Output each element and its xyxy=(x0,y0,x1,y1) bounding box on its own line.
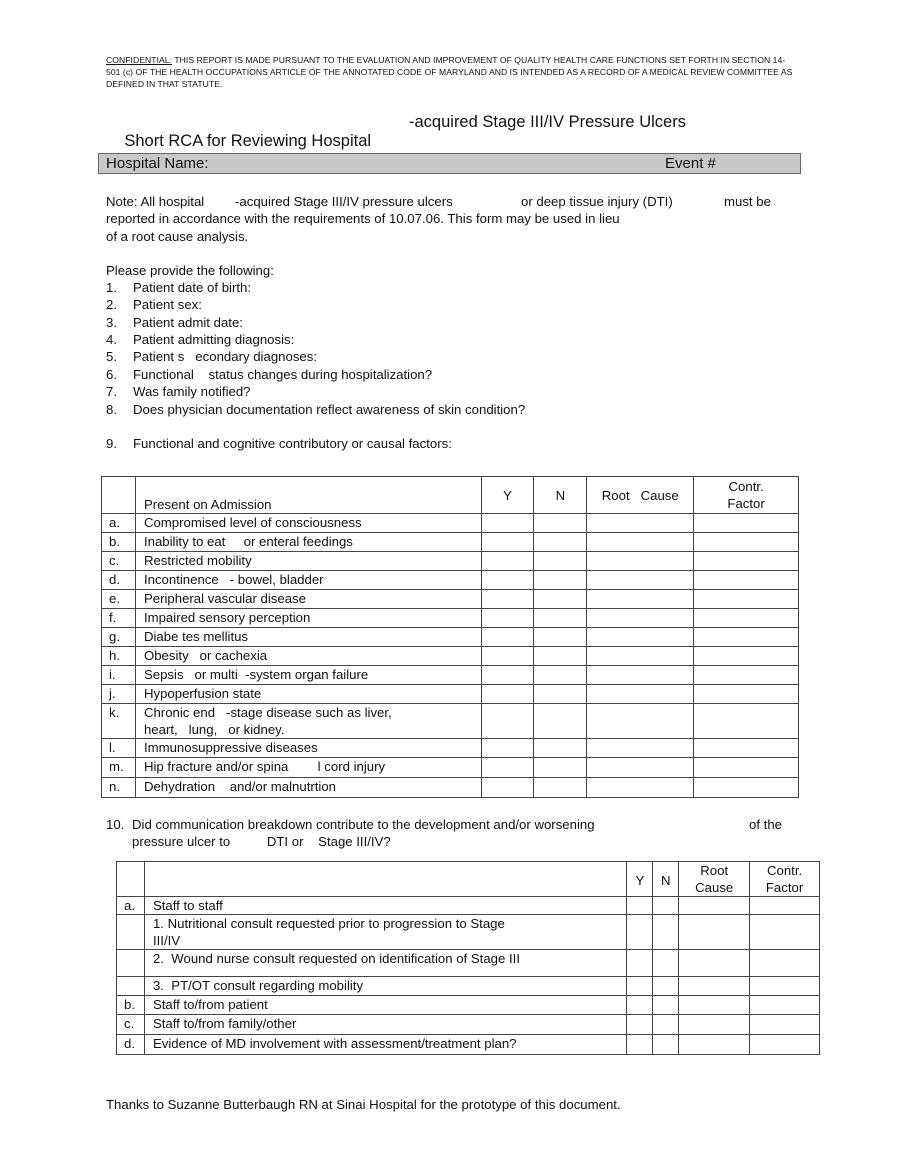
no-cell[interactable] xyxy=(534,647,587,666)
table-row xyxy=(102,778,799,798)
yes-cell[interactable] xyxy=(481,758,534,778)
yes-cell[interactable] xyxy=(627,996,653,1015)
yes-cell[interactable] xyxy=(481,609,534,628)
row-letter: a. xyxy=(117,897,145,915)
no-cell[interactable] xyxy=(653,1035,679,1055)
root-cause-column-header: Root Cause xyxy=(587,477,694,514)
table-row xyxy=(102,628,799,647)
no-cell[interactable] xyxy=(534,609,587,628)
root-cause-cell[interactable] xyxy=(587,514,694,533)
factors-table xyxy=(101,476,799,798)
row-letter: c. xyxy=(102,552,136,571)
hospital-name-bar xyxy=(98,153,801,174)
root-cause-cell[interactable] xyxy=(587,666,694,685)
row-letter xyxy=(117,950,145,977)
table-row xyxy=(102,533,799,552)
no-column-header: N xyxy=(653,862,679,897)
yes-cell[interactable] xyxy=(481,628,534,647)
row-item-text: Compromised level of consciousness xyxy=(143,515,362,530)
root-cause-cell[interactable] xyxy=(587,609,694,628)
yes-cell[interactable] xyxy=(627,1015,653,1035)
row-letter: d. xyxy=(117,1035,145,1055)
root-cause-cell[interactable] xyxy=(587,571,694,590)
note-line2: reported in accordance with the requirements of 10.07.06. This form may be used in lieu xyxy=(106,211,620,226)
contr-factor-column-header: Contr. Factor xyxy=(694,477,799,514)
row-item-text: Hypoperfusion state xyxy=(143,686,262,701)
row-item xyxy=(135,758,481,778)
table-row xyxy=(117,1035,820,1055)
confidential-label: CONFIDENTIAL: xyxy=(106,55,173,65)
communication-table xyxy=(116,861,820,1055)
no-cell[interactable] xyxy=(534,552,587,571)
question-text: Patient s econdary diagnoses: xyxy=(133,349,318,364)
yes-cell[interactable] xyxy=(481,590,534,609)
row-item xyxy=(144,950,626,977)
row-item xyxy=(144,897,626,915)
row-item-text: Staff to/from family/other xyxy=(152,1016,297,1031)
table-row xyxy=(102,685,799,704)
row-item xyxy=(135,552,481,571)
root-cause-cell[interactable] xyxy=(679,1035,750,1055)
contr-factor-cell[interactable] xyxy=(694,685,799,704)
row-item-text: Impaired sensory perception xyxy=(143,610,311,625)
contr-factor-cell[interactable] xyxy=(750,977,820,996)
contr-factor-cell[interactable] xyxy=(694,758,799,778)
row-item-text: 3. PT/OT consult regarding mobility xyxy=(152,978,364,993)
root-cause-cell[interactable] xyxy=(679,950,750,977)
row-item xyxy=(135,778,481,798)
row-item xyxy=(135,628,481,647)
no-cell[interactable] xyxy=(653,977,679,996)
form-title xyxy=(106,113,686,189)
question-text: Functional status changes during hospitalization? xyxy=(133,367,433,382)
row-item xyxy=(144,915,626,950)
question-text: Patient date of birth: xyxy=(133,280,252,295)
row-item-text: Incontinence - bowel, bladder xyxy=(143,572,324,587)
no-cell[interactable] xyxy=(653,915,679,950)
row-item-text: Inability to eat or enteral feedings xyxy=(143,534,353,549)
contr-factor-cell[interactable] xyxy=(694,628,799,647)
root-cause-cell[interactable] xyxy=(587,552,694,571)
no-cell[interactable] xyxy=(534,666,587,685)
row-item-text: Obesity or cachexia xyxy=(143,648,268,663)
yes-cell[interactable] xyxy=(627,915,653,950)
no-cell[interactable] xyxy=(653,1015,679,1035)
row-item xyxy=(144,977,626,996)
root-cause-cell[interactable] xyxy=(587,533,694,552)
yes-column-header: Y xyxy=(481,477,534,514)
table-row xyxy=(102,590,799,609)
row-item-text: Dehydration and/or malnutrtion xyxy=(143,779,337,794)
no-cell[interactable] xyxy=(653,950,679,977)
contr-factor-cell[interactable] xyxy=(694,514,799,533)
table-row xyxy=(102,739,799,758)
root-cause-cell[interactable] xyxy=(587,685,694,704)
yes-cell[interactable] xyxy=(481,647,534,666)
question-text: Patient sex: xyxy=(133,297,202,312)
footer-credit: Thanks to Suzanne Butterbaugh RN at Sinai Hospital for the prototype of this document. xyxy=(106,1097,621,1112)
question-number: 4. xyxy=(106,332,117,347)
contr-factor-cell[interactable] xyxy=(750,1035,820,1055)
row-item-text: Staff to staff xyxy=(152,898,223,913)
yes-cell[interactable] xyxy=(481,739,534,758)
question-number: 2. xyxy=(106,297,117,312)
contr-factor-cell[interactable] xyxy=(694,552,799,571)
row-item xyxy=(135,609,481,628)
row-letter: e. xyxy=(102,590,136,609)
contr-factor-cell[interactable] xyxy=(694,666,799,685)
row-item xyxy=(135,666,481,685)
contr-factor-cell[interactable] xyxy=(694,778,799,798)
table-row xyxy=(102,647,799,666)
row-letter: d. xyxy=(102,571,136,590)
note-line1a: Note: All hospital xyxy=(106,194,205,209)
form-title-part1: Short RCA for Reviewing Hospital xyxy=(124,132,372,150)
row-item-text: 2. Wound nurse consult requested on identification of Stage III xyxy=(152,951,520,966)
confidentiality-notice xyxy=(106,54,796,90)
row-item-text: Staff to/from patient xyxy=(152,997,268,1012)
root-cause-cell[interactable] xyxy=(587,647,694,666)
yes-cell[interactable] xyxy=(481,514,534,533)
contr-factor-cell[interactable] xyxy=(694,590,799,609)
no-cell[interactable] xyxy=(534,704,587,739)
row-item xyxy=(135,739,481,758)
no-cell[interactable] xyxy=(653,897,679,915)
question-number: 5. xyxy=(106,349,117,364)
table-row xyxy=(117,1015,820,1035)
contr-factor-column-header: Contr. Factor xyxy=(750,862,820,897)
row-letter: b. xyxy=(102,533,136,552)
contr-factor-cell[interactable] xyxy=(750,897,820,915)
row-letter: j. xyxy=(102,685,136,704)
contr-factor-cell[interactable] xyxy=(694,609,799,628)
contr-factor-cell[interactable] xyxy=(750,1015,820,1035)
question-text: Was family notified? xyxy=(133,384,251,399)
form-title-part2: -acquired Stage III/IV Pressure Ulcers xyxy=(409,113,686,131)
row-item-text: Immunosuppressive diseases xyxy=(143,740,318,755)
row-item-text-continued: III/IV xyxy=(152,933,181,948)
table-row xyxy=(117,996,820,1015)
row-letter xyxy=(117,977,145,996)
communication-table-header xyxy=(117,862,820,897)
contr-factor-cell[interactable] xyxy=(694,739,799,758)
yes-cell[interactable] xyxy=(481,571,534,590)
question-9-text: Functional and cognitive contributory or causal factors: xyxy=(133,436,452,451)
yes-cell[interactable] xyxy=(627,977,653,996)
table-row xyxy=(117,915,820,950)
contr-factor-cell[interactable] xyxy=(694,571,799,590)
row-letter: f. xyxy=(102,609,136,628)
no-cell[interactable] xyxy=(534,778,587,798)
root-cause-cell[interactable] xyxy=(587,739,694,758)
no-cell[interactable] xyxy=(534,685,587,704)
row-item xyxy=(144,1015,626,1035)
contr-factor-cell[interactable] xyxy=(750,950,820,977)
row-item-text: Diabe tes mellitus xyxy=(143,629,249,644)
question-text: Patient admitting diagnosis: xyxy=(133,332,295,347)
row-letter: l. xyxy=(102,739,136,758)
contr-factor-cell[interactable] xyxy=(694,533,799,552)
no-cell[interactable] xyxy=(534,533,587,552)
question-number: 6. xyxy=(106,367,117,382)
factors-table-header xyxy=(102,477,799,514)
provide-heading: Please provide the following: xyxy=(106,263,274,278)
row-item xyxy=(135,571,481,590)
no-cell[interactable] xyxy=(534,571,587,590)
table-row xyxy=(102,704,799,739)
root-cause-cell[interactable] xyxy=(587,704,694,739)
contr-factor-cell[interactable] xyxy=(750,915,820,950)
question-text: Does physician documentation reflect awareness of skin condition? xyxy=(133,402,526,417)
no-cell[interactable] xyxy=(653,996,679,1015)
root-cause-cell[interactable] xyxy=(679,897,750,915)
note-line1c: or deep tissue injury (DTI) xyxy=(521,194,673,209)
table-row xyxy=(117,977,820,996)
note-line3: of a root cause analysis. xyxy=(106,229,249,244)
row-item-text: Restricted mobility xyxy=(143,553,252,568)
root-cause-cell[interactable] xyxy=(587,590,694,609)
row-item-text: Sepsis or multi -system organ failure xyxy=(143,667,369,682)
row-item-text: Evidence of MD involvement with assessment/treatment plan? xyxy=(152,1036,517,1051)
root-cause-cell[interactable] xyxy=(587,778,694,798)
yes-cell[interactable] xyxy=(481,533,534,552)
note-line1d: must be xyxy=(724,194,771,209)
question-10-line1: Did communication breakdown contribute to the development and/or worsening xyxy=(132,817,595,832)
contr-factor-cell[interactable] xyxy=(694,647,799,666)
present-on-admission-header: Present on Admission xyxy=(135,477,481,514)
root-cause-cell[interactable] xyxy=(679,977,750,996)
question-9-number: 9. xyxy=(106,436,117,451)
question-number: 1. xyxy=(106,280,117,295)
yes-cell[interactable] xyxy=(481,704,534,739)
row-letter: c. xyxy=(117,1015,145,1035)
question-number: 7. xyxy=(106,384,117,399)
yes-cell[interactable] xyxy=(627,897,653,915)
hospital-name-label: Hospital Name: xyxy=(106,155,209,172)
row-item xyxy=(135,590,481,609)
row-item xyxy=(135,647,481,666)
row-letter: h. xyxy=(102,647,136,666)
table-row xyxy=(102,666,799,685)
table-row xyxy=(117,897,820,915)
root-cause-cell[interactable] xyxy=(587,628,694,647)
table-row xyxy=(102,609,799,628)
yes-cell[interactable] xyxy=(627,1035,653,1055)
question-10-line2: pressure ulcer to DTI or Stage III/IV? xyxy=(132,834,391,849)
row-letter: i. xyxy=(102,666,136,685)
confidential-text: THIS REPORT IS MADE PURSUANT TO THE EVALUATION AND IMPROVEMENT OF QUALITY HEALTH CARE FUNCTIONS SET FORTH IN SECTION 14-501 (c) OF THE HEALTH OCCUPATIONS ARTICLE OF THE ANNOTATED CODE OF MARYLAND AND IS INTENDED AS A RECORD OF A MEDICAL REVIEW COMMITTEE AS DEFINED IN THAT STATUTE. xyxy=(106,55,793,89)
root-cause-cell[interactable] xyxy=(679,996,750,1015)
question-10-line1-end: of the xyxy=(749,817,782,832)
row-item-text: Hip fracture and/or spina l cord injury xyxy=(143,759,386,774)
root-cause-cell[interactable] xyxy=(679,915,750,950)
row-letter: a. xyxy=(102,514,136,533)
yes-cell[interactable] xyxy=(481,778,534,798)
question-10-number: 10. xyxy=(106,817,125,832)
row-item xyxy=(135,704,481,739)
row-item xyxy=(135,685,481,704)
question-number: 8. xyxy=(106,402,117,417)
no-cell[interactable] xyxy=(534,590,587,609)
table-row xyxy=(102,758,799,778)
table-row xyxy=(117,950,820,977)
root-cause-cell[interactable] xyxy=(679,1015,750,1035)
row-item xyxy=(144,996,626,1015)
row-item xyxy=(135,514,481,533)
row-item xyxy=(135,533,481,552)
yes-column-header: Y xyxy=(627,862,653,897)
row-item-text: Chronic end -stage disease such as liver, xyxy=(143,705,392,720)
yes-cell[interactable] xyxy=(627,950,653,977)
yes-cell[interactable] xyxy=(481,685,534,704)
question-number: 3. xyxy=(106,315,117,330)
row-item-text: Peripheral vascular disease xyxy=(143,591,306,606)
no-cell[interactable] xyxy=(534,758,587,778)
no-cell[interactable] xyxy=(534,739,587,758)
factors-table-body xyxy=(102,514,799,798)
no-column-header: N xyxy=(534,477,587,514)
row-letter: n. xyxy=(102,778,136,798)
row-letter: m. xyxy=(102,758,136,778)
yes-cell[interactable] xyxy=(481,552,534,571)
row-letter: g. xyxy=(102,628,136,647)
root-cause-cell[interactable] xyxy=(587,758,694,778)
row-letter xyxy=(117,915,145,950)
no-cell[interactable] xyxy=(534,514,587,533)
contr-factor-cell[interactable] xyxy=(694,704,799,739)
table-row xyxy=(102,514,799,533)
table-row xyxy=(102,571,799,590)
question-text: Patient admit date: xyxy=(133,315,243,330)
contr-factor-cell[interactable] xyxy=(750,996,820,1015)
note-line1b: -acquired Stage III/IV pressure ulcers xyxy=(235,194,453,209)
no-cell[interactable] xyxy=(534,628,587,647)
row-item-text: 1. Nutritional consult requested prior to progression to Stage xyxy=(152,916,505,931)
communication-table-body xyxy=(117,897,820,1055)
row-letter: b. xyxy=(117,996,145,1015)
yes-cell[interactable] xyxy=(481,666,534,685)
table-row xyxy=(102,552,799,571)
root-cause-column-header: Root Cause xyxy=(679,862,750,897)
row-letter: k. xyxy=(102,704,136,739)
row-item-text-continued: heart, lung, or kidney. xyxy=(143,722,285,737)
event-number-label: Event # xyxy=(665,155,716,172)
row-item xyxy=(144,1035,626,1055)
